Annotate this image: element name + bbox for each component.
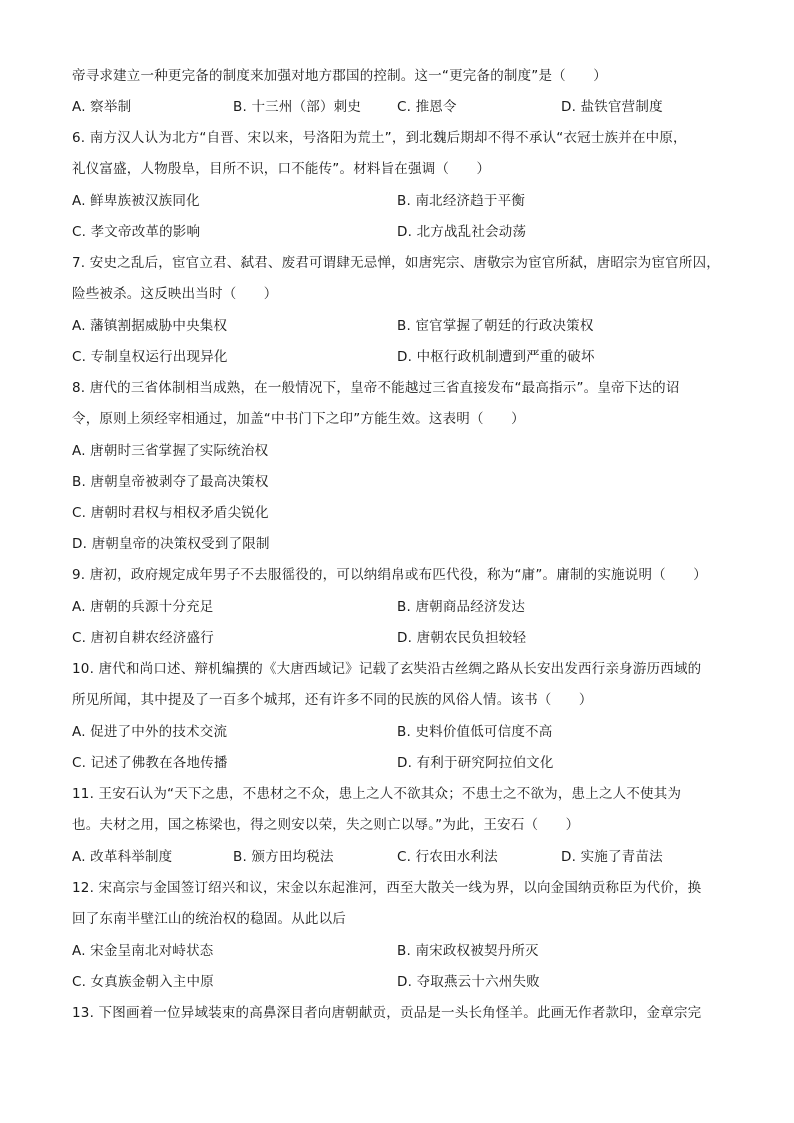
q12-option-a[interactable]: A. 宋金呈南北对峙状态 <box>72 943 214 959</box>
q6-option-b[interactable]: B. 南北经济趋于平衡 <box>397 193 526 209</box>
q7-option-a[interactable]: A. 藩镇割据威胁中央集权 <box>72 318 228 334</box>
q5-option-a[interactable]: A. 察举制 <box>72 99 132 115</box>
q8-option-d[interactable]: D. 唐朝皇帝的决策权受到了限制 <box>72 536 270 552</box>
q7-stem-line-1: 7. 安史之乱后，宦官立君、弑君、废君可谓肆无忌惮，如唐宪宗、唐敬宗为宦官所弑，唐昭宗为宦官所囚， <box>72 255 720 271</box>
q7-option-b[interactable]: B. 宦官掌握了朝廷的行政决策权 <box>397 318 594 334</box>
q11-option-b[interactable]: B. 颁方田均税法 <box>233 849 334 865</box>
q6-stem-line-2: 礼仪富盛，人物殷阜，目所不识，口不能传”。材料旨在强调（ ） <box>72 161 491 177</box>
q10-option-d[interactable]: D. 有利于研究阿拉伯文化 <box>397 755 554 771</box>
q6-stem-line-1: 6. 南方汉人认为北方“自晋、宋以来，号洛阳为荒土”，到北魏后期却不得不承认“衣冠士族并在中原， <box>72 130 687 146</box>
q9-option-b[interactable]: B. 唐朝商品经济发达 <box>397 599 526 615</box>
q5-option-b[interactable]: B. 十三州（部）刺史 <box>233 99 362 115</box>
q12-option-d[interactable]: D. 夺取燕云十六州失败 <box>397 974 540 990</box>
q5-option-c[interactable]: C. 推恩令 <box>397 99 457 115</box>
q10-option-c[interactable]: C. 记述了佛教在各地传播 <box>72 755 228 771</box>
q12-option-b[interactable]: B. 南宋政权被契丹所灭 <box>397 943 539 959</box>
q7-option-c[interactable]: C. 专制皇权运行出现异化 <box>72 349 228 365</box>
q10-option-a[interactable]: A. 促进了中外的技术交流 <box>72 724 228 740</box>
q12-option-c[interactable]: C. 女真族金朝入主中原 <box>72 974 214 990</box>
q12-stem-line-2: 回了东南半壁江山的统治权的稳固。从此以后 <box>72 911 346 927</box>
q6-option-a[interactable]: A. 鲜卑族被汉族同化 <box>72 193 200 209</box>
q8-stem-line-2: 令，原则上须经宰相通过，加盖“中书门下之印”方能生效。这表明（ ） <box>72 411 525 427</box>
q5-option-d[interactable]: D. 盐铁官营制度 <box>561 99 663 115</box>
q12-stem-line-1: 12. 宋高宗与金国签订绍兴和议，宋金以东起淮河，西至大散关一线为界，以向金国纳贡称臣为代价，换 <box>72 880 702 896</box>
q8-stem-line-1: 8. 唐代的三省体制相当成熟，在一般情况下，皇帝不能越过三省直接发布“最高指示”。皇帝下达的诏 <box>72 380 680 396</box>
q7-option-d[interactable]: D. 中枢行政机制遭到严重的破坏 <box>397 349 595 365</box>
q9-option-a[interactable]: A. 唐朝的兵源十分充足 <box>72 599 214 615</box>
q9-option-c[interactable]: C. 唐初自耕农经济盛行 <box>72 630 214 646</box>
q8-option-a[interactable]: A. 唐朝时三省掌握了实际统治权 <box>72 443 269 459</box>
q10-option-b[interactable]: B. 史料价值低可信度不高 <box>397 724 553 740</box>
q11-stem-line-1: 11. 王安石认为“天下之患，不患材之不众，患上之人不欲其众；不患士之不欲为，患上之人不使其为 <box>72 786 682 802</box>
q9-stem-line: 9. 唐初，政府规定成年男子不去服徭役的，可以纳绢帛或布匹代役，称为“庸”。庸制的实施说明（ ） <box>72 567 707 583</box>
q11-stem-line-2: 也。夫材之用，国之栋梁也，得之则安以荣，失之则亡以辱。”为此，王安石（ ） <box>72 817 580 833</box>
q7-stem-line-2: 险些被杀。这反映出当时（ ） <box>72 286 278 302</box>
q11-option-c[interactable]: C. 行农田水利法 <box>397 849 498 865</box>
q10-stem-line-2: 所见所闻，其中提及了一百多个城邦，还有许多不同的民族的风俗人情。该书（ ） <box>72 692 593 708</box>
q6-option-c[interactable]: C. 孝文帝改革的影响 <box>72 224 201 240</box>
q5-stem-line: 帝寻求建立一种更完备的制度来加强对地方郡国的控制。这一“更完备的制度”是（ ） <box>72 68 607 84</box>
q10-stem-line-1: 10. 唐代和尚口述、辩机编撰的《大唐西域记》记载了玄奘沿古丝绸之路从长安出发西行亲身游历西域的 <box>72 661 702 677</box>
q11-option-d[interactable]: D. 实施了青苗法 <box>561 849 663 865</box>
q8-option-c[interactable]: C. 唐朝时君权与相权矛盾尖锐化 <box>72 505 269 521</box>
q9-option-d[interactable]: D. 唐朝农民负担较轻 <box>397 630 527 646</box>
q11-option-a[interactable]: A. 改革科举制度 <box>72 849 173 865</box>
q8-option-b[interactable]: B. 唐朝皇帝被剥夺了最高决策权 <box>72 474 269 490</box>
q13-stem-line: 13. 下图画着一位异域装束的高鼻深目者向唐朝献贡，贡品是一头长角怪羊。此画无作者款印，金章宗完 <box>72 1005 702 1021</box>
q6-option-d[interactable]: D. 北方战乱社会动荡 <box>397 224 527 240</box>
